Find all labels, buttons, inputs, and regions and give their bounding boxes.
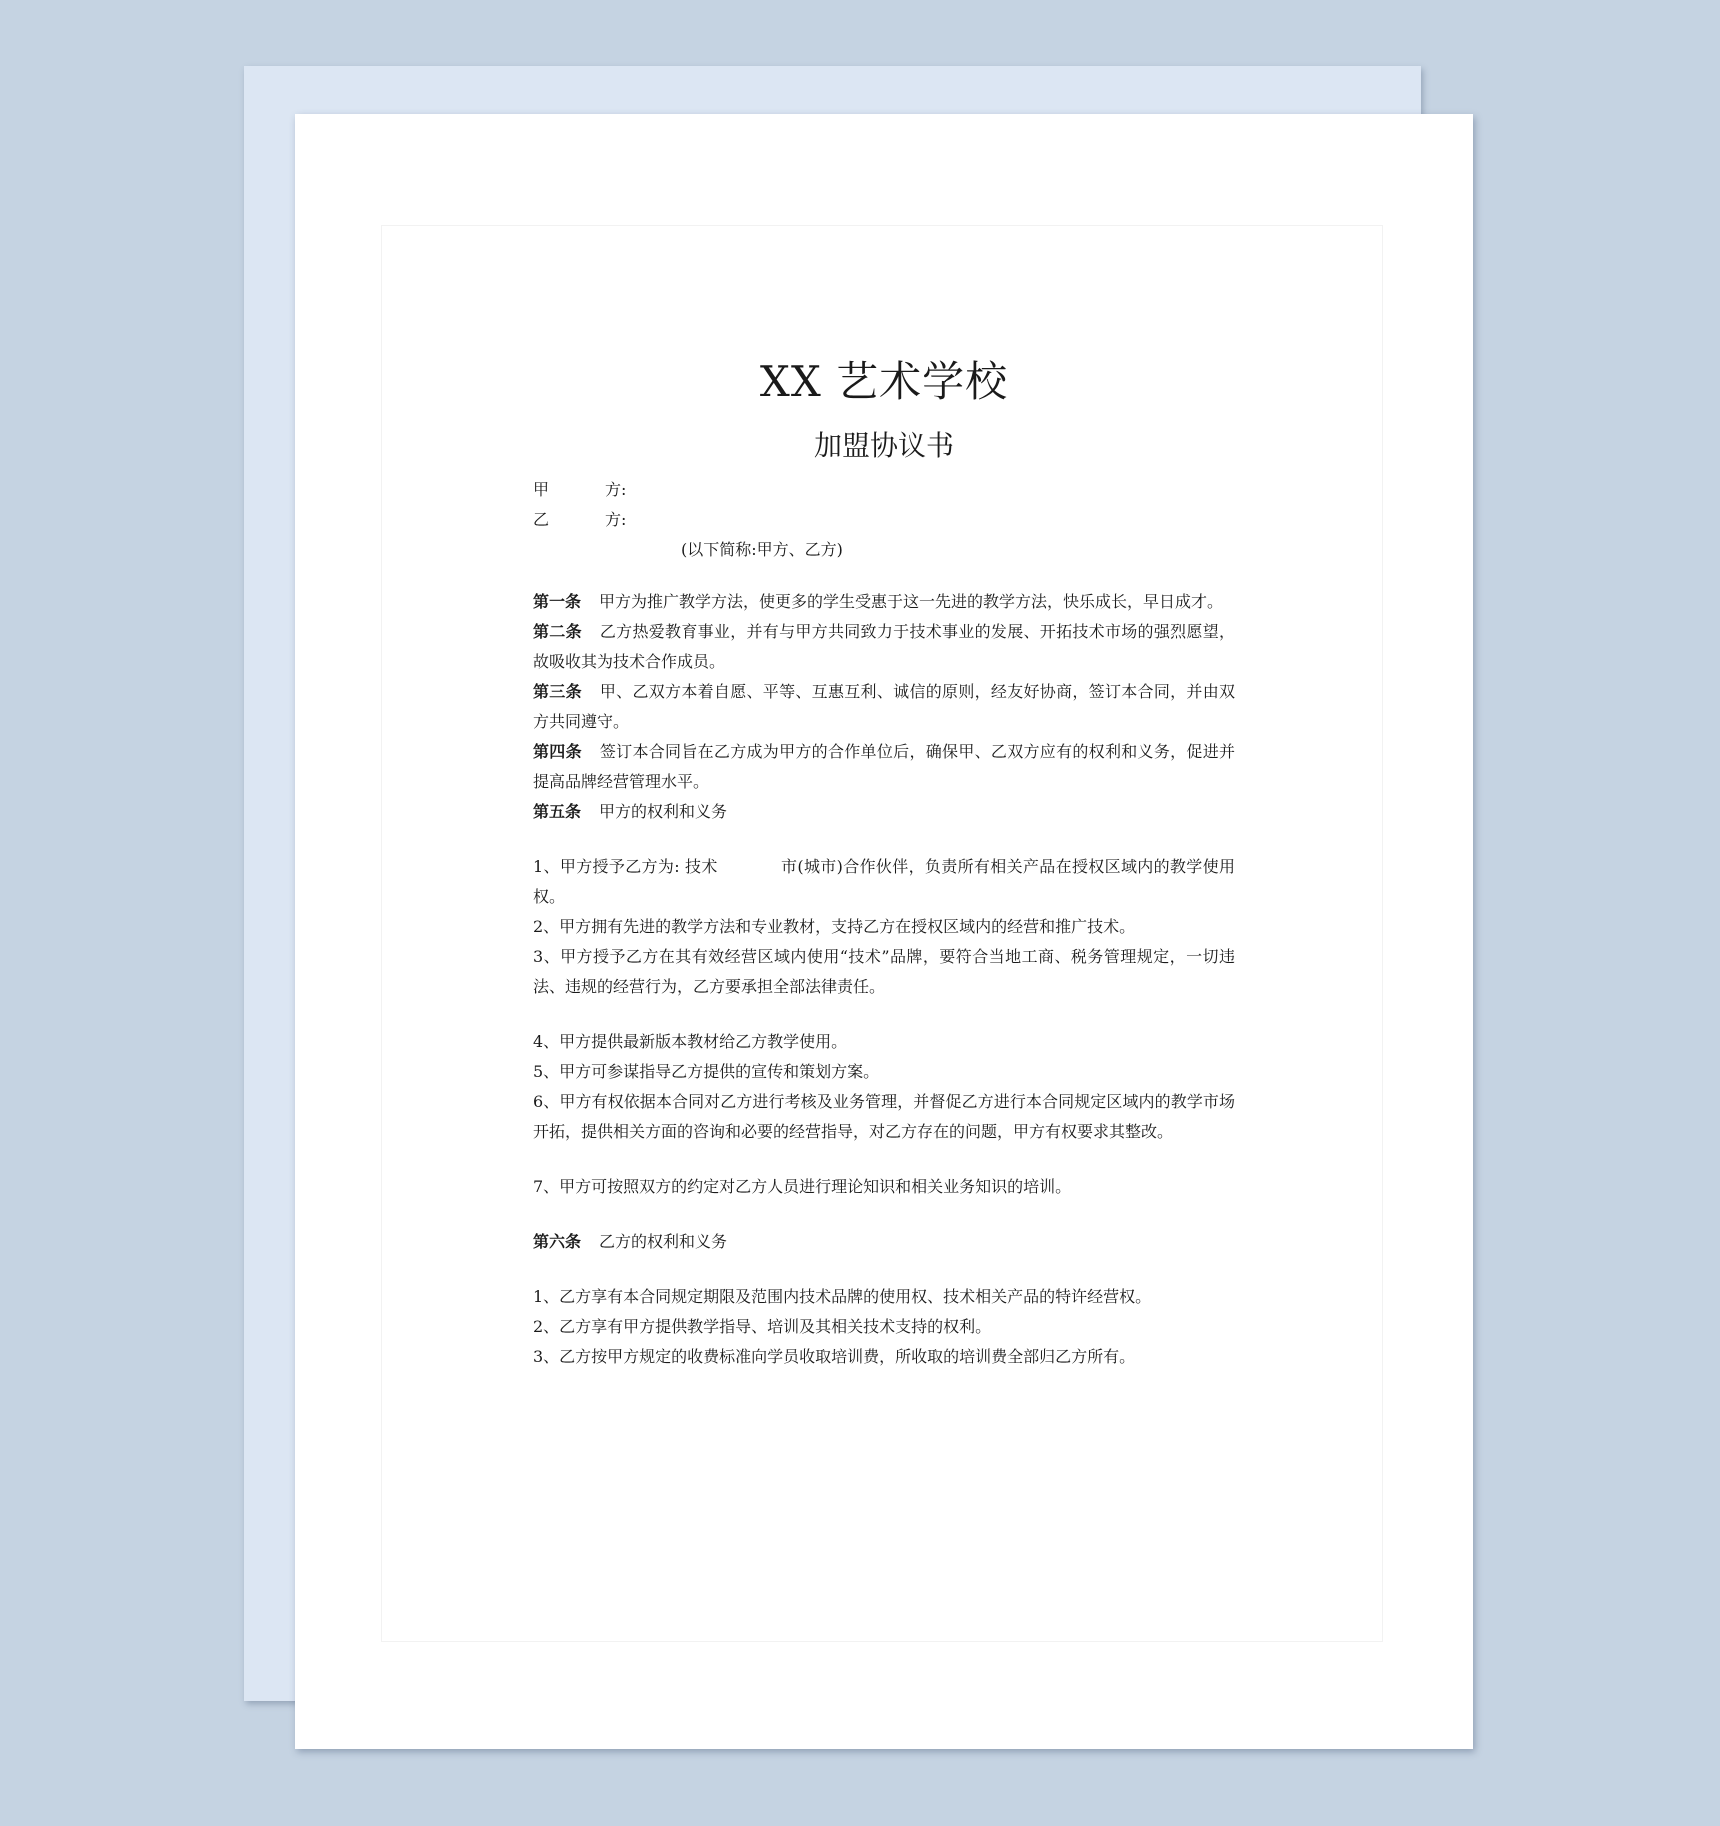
party-a-label: 甲 (533, 480, 550, 499)
party-b-item-2: 2、乙方享有甲方提供教学指导、培训及其相关技术支持的权利。 (533, 1317, 992, 1336)
article-text: 甲方的权利和义务 (599, 802, 728, 821)
article-3 (533, 677, 1235, 737)
article-6 (533, 1227, 1235, 1257)
party-a-item-3: 3、甲方授予乙方在其有效经营区域内使用“技术”品牌，要符合当地工商、税务管理规定，一切违法、违规的经营行为，乙方要承担全部法律责任。 (533, 947, 1235, 996)
party-b-line (533, 505, 1235, 535)
party-a-item-5: 5、甲方可参谋指导乙方提供的宣传和策划方案。 (533, 1062, 880, 1081)
item-text-part1: 1、甲方授予乙方为: 技术 (533, 857, 718, 876)
article-5 (533, 797, 1235, 827)
article-head: 第一条 (533, 592, 582, 611)
article-text: 乙方的权利和义务 (599, 1232, 728, 1251)
article-1 (533, 587, 1235, 617)
item-text-part2: 市(城市)合作伙伴，负责所有相关产品在授权区域内的教学使用权。 (533, 857, 1235, 906)
article-text: 甲方为推广教学方法，使更多的学生受惠于这一先进的教学方法，快乐成长，早日成才。 (599, 592, 1224, 611)
party-a-item-2: 2、甲方拥有先进的教学方法和专业教材，支持乙方在授权区域内的经营和推广技术。 (533, 917, 1136, 936)
article-text: 甲、乙双方本着自愿、平等、互惠互利、诚信的原则，经友好协商，签订本合同，并由双方共同遵守。 (533, 682, 1235, 731)
party-a-item-4: 4、甲方提供最新版本教材给乙方教学使用。 (533, 1032, 848, 1051)
article-head: 第六条 (533, 1232, 582, 1251)
article-head: 第四条 (533, 742, 582, 761)
party-a-suffix: 方: (605, 480, 627, 499)
party-b-item-1: 1、乙方享有本合同规定期限及范围内技术品牌的使用权、技术相关产品的特许经营权。 (533, 1287, 1152, 1306)
document-title: XX 艺术学校 (759, 357, 1009, 406)
article-head: 第三条 (533, 682, 582, 701)
article-text: 签订本合同旨在乙方成为甲方的合作单位后，确保甲、乙双方应有的权利和义务，促进并提高品牌经营管理水平。 (533, 742, 1235, 791)
party-a-item-1 (533, 852, 1235, 912)
document-body (533, 475, 1235, 1372)
party-a-item-7: 7、甲方可按照双方的约定对乙方人员进行理论知识和相关业务知识的培训。 (533, 1177, 1072, 1196)
party-b-label: 乙 (533, 510, 550, 529)
article-head: 第五条 (533, 802, 582, 821)
article-text: 乙方热爱教育事业，并有与甲方共同致力于技术事业的发展、开拓技术市场的强烈愿望，故吸收其为技术合作成员。 (533, 622, 1235, 671)
article-2 (533, 617, 1235, 677)
party-b-suffix: 方: (605, 510, 627, 529)
document-subtitle: 加盟协议书 (813, 429, 954, 462)
article-4 (533, 737, 1235, 797)
party-a-item-6: 6、甲方有权依据本合同对乙方进行考核及业务管理，并督促乙方进行本合同规定区域内的教学市场开拓，提供相关方面的咨询和必要的经营指导，对乙方存在的问题，甲方有权要求其整改。 (533, 1092, 1235, 1141)
article-head: 第二条 (533, 622, 582, 641)
party-a-line (533, 475, 1235, 505)
party-b-item-3: 3、乙方按甲方规定的收费标准向学员收取培训费，所收取的培训费全部归乙方所有。 (533, 1347, 1136, 1366)
document-page (295, 114, 1473, 1749)
abbreviation-note: (以下简称:甲方、乙方) (681, 540, 843, 559)
